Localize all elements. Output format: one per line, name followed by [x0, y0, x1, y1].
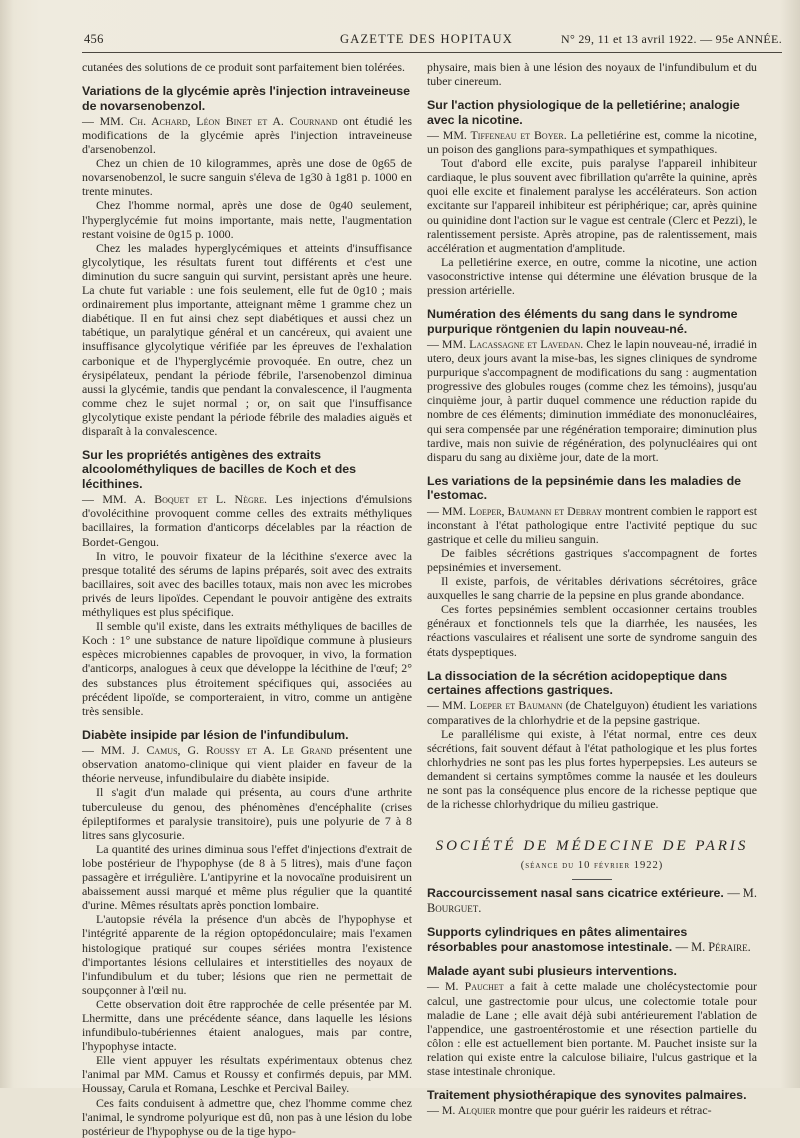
article-title-pelletierine: Sur l'action physiologique de la pelletiérine; analogie avec la nicotine. [427, 98, 740, 127]
article-paragraph: — MM. J. Camus, G. Roussy et A. Le Grand présentent une observation anatomo-clinique qui vient plaider en faveur de la théorie nerveuse, infundibulaire du diabète insipide. [82, 743, 413, 786]
article-paragraph: — MM. Ch. Achard, Léon Binet et A. Cournand ont étudié les modifications de la glycémie après l'injection intraveineuse d'arsenobenzol. [82, 113, 412, 157]
article-title-supports: Supports cylindriques en pâtes alimentaires résorbables pour anastomose intestinale. — M. Péraire. [427, 925, 751, 954]
article-authors: — M. Bourguet. [427, 886, 757, 915]
issue-info: N° 29, 11 et 13 avril 1922. — 95e ANNÉE. [561, 32, 782, 46]
article-title-antigenes: Sur les propriétés antigènes des extraits alcoolométhyliques de bacilles de Koch et des lécithines. [82, 448, 357, 491]
article-paragraph: Le parallélisme qui existe, à l'état normal, entre ces deux sécrétions, fait souvent défaut à l'état pathologique et les plus fortes chlorhydries ne sont pas les plus fortes hyperpepsies. Les auteurs se demandent si certains symptômes comme la nausée et les douleurs ne sont pas la conséquence plus encore de la richesse peptique que de la richesse chlorhydrique du milieu gastrique. [427, 726, 757, 812]
running-header [82, 30, 782, 53]
article-paragraph: L'autopsie révéla la présence d'un abcès de l'hypophyse et l'intégrité apparente de la région optopédonculaire; mais l'examen histologique pratiqué sur coupes sériées montra l'existence d'importantes lésions cellulaires et interstitielles des noyaux de l'infundibulum et du tuber; lésions que rien ne permettait de soupçonner à l'œil nu. [82, 912, 412, 997]
article-authors: — M. Péraire. [675, 939, 751, 954]
article-paragraph: — MM. Lacassagne et Lavedan. Chez le lapin nouveau-né, irradié in utero, deux jours avant la mise-bas, les signes cliniques de syndrome purpurique s'accompagnent de modifications du sang : augmentation progressive des globules rouges (comme chez les témoins), jusqu'au cinquième jour, à partir duquel commence une réduction rapide du nombre de ces éléments; diminution immédiate des mononucléaires, qui sera compensée par une régénération temporaire; diminution plus tardive, mais non suivie de régénération, des polynucléaires qui ont disparu du sang au dixième jour, date de la mort. [427, 336, 757, 464]
article-paragraph: Chez l'homme normal, après une dose de 0g40 seulement, l'hyperglycémie fut moins importante, mais nette, l'augmentation restant voisine de 0g15 p. 1000. [82, 198, 412, 241]
article-paragraph: — M. Alquier montre que pour guérir les raideurs et rétrac- [427, 1103, 712, 1118]
article-title-malade: Malade ayant subi plusieurs interventions. [427, 964, 677, 978]
journal-title: GAZETTE DES HOPITAUX [340, 32, 513, 46]
article-authors: — MM. Ch. Achard, Léon Binet et A. Cournand [82, 113, 338, 128]
article-authors: — MM. Lacassagne et Lavedan. [427, 336, 584, 351]
continued-paragraph: physaire, mais bien à une lésion des noyaux de l'infundibulum et du tuber cinereum. [427, 60, 757, 89]
article-title-synovites: Traitement physiothérapique des synovites palmaires. [427, 1088, 747, 1103]
article-title-pepsinemie: Les variations de la pepsinémie dans les maladies de l'estomac. [427, 473, 742, 503]
article-paragraph: Cette observation doit être rapprochée de celle présentée par M. Lhermitte, dans une précédente séance, dans laquelle les lésions infundibulo-tubériennes étaient analogues, mais par contre, l'hypophyse intacte. [82, 996, 412, 1054]
article-paragraph: Chez un chien de 10 kilogrammes, après une dose de 0g65 de novarsenobenzol, le sucre sanguin s'éleva de 1g30 à 1g81 p. 1000 en trente minutes. [82, 156, 412, 199]
article-paragraph: — MM. Loeper, Baumann et Debray montrent combien le rapport est inconstant à l'état pathologique entre l'activité peptique du suc gastrique et celle du milieu sanguin. [427, 503, 757, 546]
article-title-raccourcissement: Raccourcissement nasal sans cicatrice extérieure. — M. Bourguet. [427, 886, 757, 915]
divider [572, 879, 612, 880]
article-paragraph: — M. Pauchet a fait à cette malade une cholécystectomie pour calcul, une gastrectomie pour ulcus, une colectomie totale pour maladie de Lane ; elle avait déjà subi antérieurement l'ablation de l'appendice, une gastroentérostomie et une résection partielle du côlon : elle est actuellement bien portante. M. Pauchet insiste sur la relation qui existe entre la calculose biliaire, l'ulcus gastrique et la stase intestinale chronique. [427, 979, 757, 1078]
article-paragraph: De faibles sécrétions gastriques s'accompagnent de fortes pepsinémies et inversement. [427, 545, 757, 574]
article-paragraph: La quantité des urines diminua sous l'effet d'injections d'extrait de lobe postérieur de l'hypophyse (de 8 à 5 litres), mais d'une façon passagère et irrégulière. L'antipyrine et la novocaïne produisirent un abaissement aussi marqué et même plus régulier que la quantité d'urine. Mêmes résultats après ponction lombaire. [82, 841, 412, 913]
article-title-dissociation: La dissociation de la sécrétion acidopeptique dans certaines affections gastriques. [427, 668, 728, 698]
article-authors: — M. Pauchet [427, 979, 504, 994]
article-paragraph: Elle vient appuyer les résultats expérimentaux obtenus chez l'animal par MM. Camus et Roussy et confirmés depuis, par MM. Houssay, Carula et Romana, Leschke et Percival Bailey. [82, 1053, 412, 1096]
article-paragraph: Ces fortes pepsinémies semblent occasionner certains troubles généraux et fonctionnels tels que la diarrhée, les nausées, les réactions vasculaires et réalisent une sorte de syndrome sanguin des états dyspeptiques. [427, 602, 757, 659]
article-paragraph: In vitro, le pouvoir fixateur de la lécithine s'exerce avec la presque totalité des sérums de lapins préparés, soit avec des extraits bacillaires, soit avec des bacilles totaux, mais non avec les microbes privés de leurs lipoïdes. Cependant le pouvoir antigène des extraits méthyliques est plus spécifique. [82, 548, 412, 620]
article-paragraph: Chez les malades hyperglycémiques et atteints d'insuffisance glycolytique, les résultats furent tout différents et c'est une diminution du sucre sanguin qui survint, persistant après une heure. La chute fut variable : une fois seulement, elle fut de 0g10 ; mais ordinairement plus importante, atteignant même 1 gramme chez un diabétique. Il en fut ainsi chez sept diabétiques et aussi chez un tabétique, un paralytique général et un cancéreux, qui avaient une insuffisance glycolytique vérifiée par les épreuves de l'exhalation carbonique et de l'hyperglycémie provoquée. En outre, chez un érysipélateux, pendant la période fébrile, l'arsenobenzol diminua aussi la glycémie, tandis que pendant la convalescence, il l'augmenta comme chez le sujet normal ; or, on sait que l'insuffisance glycolytique existe pendant la période fébrile des maladies aiguës et disparaît à la convalescence. [82, 240, 412, 438]
article-authors: — MM. Loeper et Baumann [427, 698, 563, 713]
page-number: 456 [84, 32, 104, 46]
article-title-numeration: Numération des éléments du sang dans le syndrome purpurique röntgenien du lapin nouveau-né. [427, 307, 738, 336]
article-authors: — M. Alquier [427, 1103, 496, 1118]
session-date: (séance du 10 février 1922) [520, 860, 664, 872]
article-paragraph: Ces faits conduisent à admettre que, chez l'homme comme chez l'animal, le syndrome polyurique est dû, non pas à une lésion du lobe postérieur de l'hypophyse ou de la tige hypo- [82, 1095, 412, 1138]
intro-paragraph: cutanées des solutions de ce produit sont parfaitement bien tolérées. [82, 60, 405, 74]
article-title-diabete: Diabète insipide par lésion de l'infundibulum. [82, 727, 349, 742]
society-heading: SOCIÉTÉ DE MÉDECINE DE PARIS [435, 838, 749, 855]
article-paragraph: Il s'agit d'un malade qui présenta, au cours d'une arthrite tuberculeuse du genou, des phénomènes d'encéphalite (crises épileptiformes et paralysie transitoire), puis une polyurie de 7 à 8 litres sans glycosurie. [82, 785, 412, 842]
article-paragraph: Tout d'abord elle excite, puis paralyse l'appareil inhibiteur cardiaque, le plus souvent avec fibrillation qu'arrête la quinine, après quoi elle excite et finalement paralyse les accélérateurs. Son action excitante sur l'appareil inhibiteur est périphérique; car, après quinine ou quinidine dont l'action sur le vague est centrale (Clerc et Pezzi), le ralentissement persiste. Après atropine, pas de ralentissement, mais accélération et augmentation d'amplitude. [427, 156, 758, 255]
article-title-glycemie: Variations de la glycémie après l'injection intraveineuse de novarsenobenzol. [82, 84, 410, 113]
article-paragraph: — MM. A. Boquet et L. Nègre. Les injections d'émulsions d'ovolécithine provoquent comme celles des extraits méthyliques bacillaires, la formation d'anticorps décelables par la réaction de Bordet-Gengou. [82, 492, 412, 549]
article-paragraph: Il existe, parfois, de véritables dérivations sécrétoires, grâce auxquelles le sang charrie de la pepsine en plus grande abondance. [427, 574, 757, 603]
article-authors: — MM. A. Boquet et L. Nègre. [82, 492, 267, 507]
article-authors: — MM. J. Camus, G. Roussy et A. Le Grand [82, 743, 333, 758]
article-paragraph: La pelletiérine exerce, en outre, comme la nicotine, une action vasoconstrictive intense qui détermine une élévation brusque de la pression artérielle. [427, 254, 757, 298]
article-paragraph: — MM. Loeper et Baumann (de Chatelguyon) étudient les variations comparatives de la chlorhydrie et de la pepsine gastrique. [427, 698, 757, 727]
article-authors: — MM. Tiffeneau et Boyer. [427, 128, 567, 142]
article-authors: — MM. Loeper, Baumann et Debray [427, 503, 603, 518]
right-column [427, 60, 757, 1118]
article-paragraph: — MM. Tiffeneau et Boyer. La pelletiérine est, comme la nicotine, un poison des ganglions para-sympathiques et sympathiques. [427, 128, 757, 157]
left-column [82, 60, 412, 1138]
article-paragraph: Il semble qu'il existe, dans les extraits méthyliques de bacilles de Koch : 1° une substance de nature lipoïdique commune à plusieurs espèces microbiennes capables de provoquer, in vivo, la formation d'anticorps, analogues à ceux que développe la lécithine de l'œuf; 2° des substances plus étroitement spécifiques qui, associées au précédent lipoïde, se comporteraient, in vitro, comme un antigène très sensible. [82, 619, 412, 718]
